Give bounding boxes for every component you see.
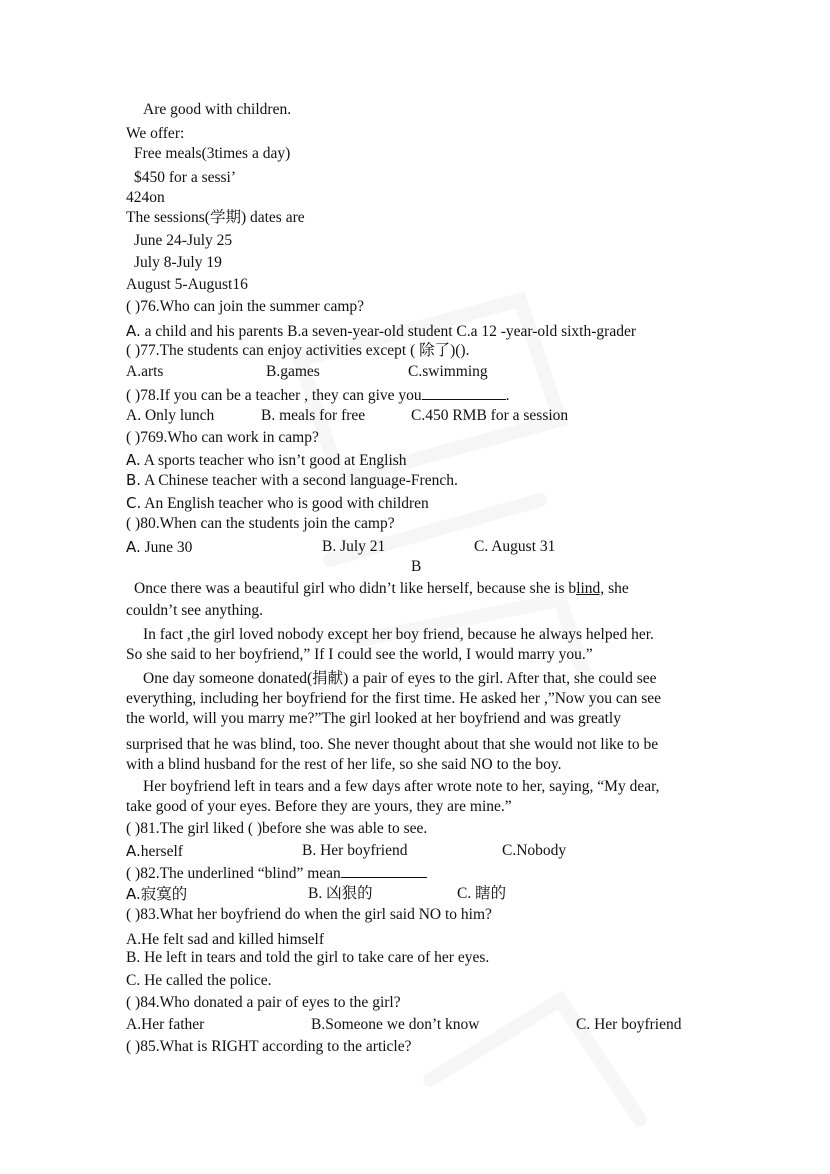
question-83-stem: ( )83.What her boyfriend do when the girl said NO to him? [126,906,492,923]
question-84-option-b: B.Someone we don’t know [311,1016,480,1033]
answer-blank[interactable] [422,385,506,400]
passage-b-line: surprised that he was blind, too. She never thought about that she would not like to be [126,736,659,753]
answer-blank[interactable] [341,863,427,878]
question-78-stem [126,385,510,405]
passage-b-line: So she said to her boyfriend,” If I could see the world, I would marry you.” [126,646,593,663]
question-81-stem: ( )81.The girl liked ( )before she was able to see. [126,820,428,837]
option-letter: A. [126,842,141,860]
we-offer-heading: We offer: [126,125,185,142]
option-letter: C. [126,494,142,512]
passage-b-line: with a blind husband for the rest of her life, so she said NO to the boy. [126,756,562,773]
passage-b-line: take good of your eyes. Before they are yours, they are mine.” [126,798,512,815]
question-80-option-b: B. July 21 [322,538,386,555]
option-text: June 30 [140,539,193,556]
question-82-option-a [126,885,187,904]
underlined-blind: lind, [576,580,605,597]
question-79-option-b [126,471,458,490]
option-letter: A. [126,538,141,556]
question-78-option-a: A. Only lunch [126,407,215,424]
passage-b-line: couldn’t see anything. [126,602,264,619]
question-82-option-b: B. 凶狠的 [308,885,373,902]
session-item: July 8-July 19 [134,254,222,271]
option-text: A Chinese teacher with a second language-French. [141,472,458,489]
question-80-option-a [126,538,192,557]
question-82-stem [126,863,427,883]
passage-b-line [134,580,629,598]
question-84-stem: ( )84.Who donated a pair of eyes to the girl? [126,994,401,1011]
option-text: herself [140,843,183,860]
question-79-stem: ( )769.Who can work in camp? [126,429,319,446]
question-77-option-c: C.swimming [408,363,488,380]
stem-text: ( )78.If you can be a teacher , they can give you [126,387,422,404]
question-80-stem: ( )80.When can the students join the camp? [126,515,395,532]
offer-price: $450 for a sessi’ [134,169,237,186]
question-76-options [126,322,636,341]
question-77-stem: ( )77.The students can enjoy activities except ( 除了)(). [126,342,470,359]
question-81-option-c: C.Nobody [502,842,567,859]
passage-b-line: everything, including her boyfriend for the first time. He asked her ,”Now you can see [126,690,662,707]
stem-text: ( )82.The underlined “blind” mean [126,865,341,882]
question-84-option-a: A.Her father [126,1016,205,1033]
session-item: August 5-August16 [126,276,248,293]
question-77-option-a: A.arts [126,363,164,380]
question-81-option-a [126,842,183,861]
section-b-label: B [411,558,422,575]
option-text: An English teacher who is good with children [141,495,429,512]
sessions-title: The sessions(学期) dates are [126,209,305,226]
option-text: A sports teacher who isn’t good at English [140,452,407,469]
question-76-stem: ( )76.Who can join the summer camp? [126,298,365,315]
question-78-option-c: C.450 RMB for a session [411,407,569,424]
question-79-option-a [126,451,407,470]
option-letter: B. [126,471,142,489]
option-letter: A. [126,451,141,469]
offer-price-tail: 424on [126,189,165,206]
question-84-option-c: C. Her boyfriend [576,1016,682,1033]
option-text: 寂寞的 [140,886,188,903]
option-letter: A. [126,885,141,903]
stem-end: . [505,387,510,404]
text-segment: she [604,580,629,597]
question-77-option-b: B.games [266,363,320,380]
question-81-option-b: B. Her boyfriend [302,842,408,859]
options-text: a child and his parents B.a seven-year-old student C.a 12 -year-old sixth-grader [140,323,636,340]
question-82-option-c: C. 瞎的 [457,885,507,902]
offer-meals: Free meals(3times a day) [134,145,291,162]
passage-b-line: In fact ,the girl loved nobody except her boy friend, because he always helped her. [143,626,654,643]
question-83-option-b: B. He left in tears and told the girl to take care of her eyes. [126,949,490,966]
question-83-option-a: A.He felt sad and killed himself [126,931,325,948]
question-83-option-c: C. He called the police. [126,972,272,989]
question-79-option-c [126,494,429,513]
passage-b-line: the world, will you marry me?”The girl looked at her boyfriend and was greatly [126,710,621,727]
passage-b-line: Her boyfriend left in tears and a few days after wrote note to her, saying, “My dear, [143,778,660,795]
option-letter: A. [126,322,141,340]
question-78-option-b: B. meals for free [261,407,366,424]
passage-b-line: One day someone donated(捐献) a pair of eyes to the girl. After that, she could see [143,670,657,687]
text-segment: Once there was a beautiful girl who didn’t like herself, because she is b [134,580,577,597]
passage-line: Are good with children. [143,101,292,118]
question-85-stem: ( )85.What is RIGHT according to the article? [126,1038,412,1055]
question-80-option-c: C. August 31 [474,538,556,555]
session-item: June 24-July 25 [134,232,233,249]
